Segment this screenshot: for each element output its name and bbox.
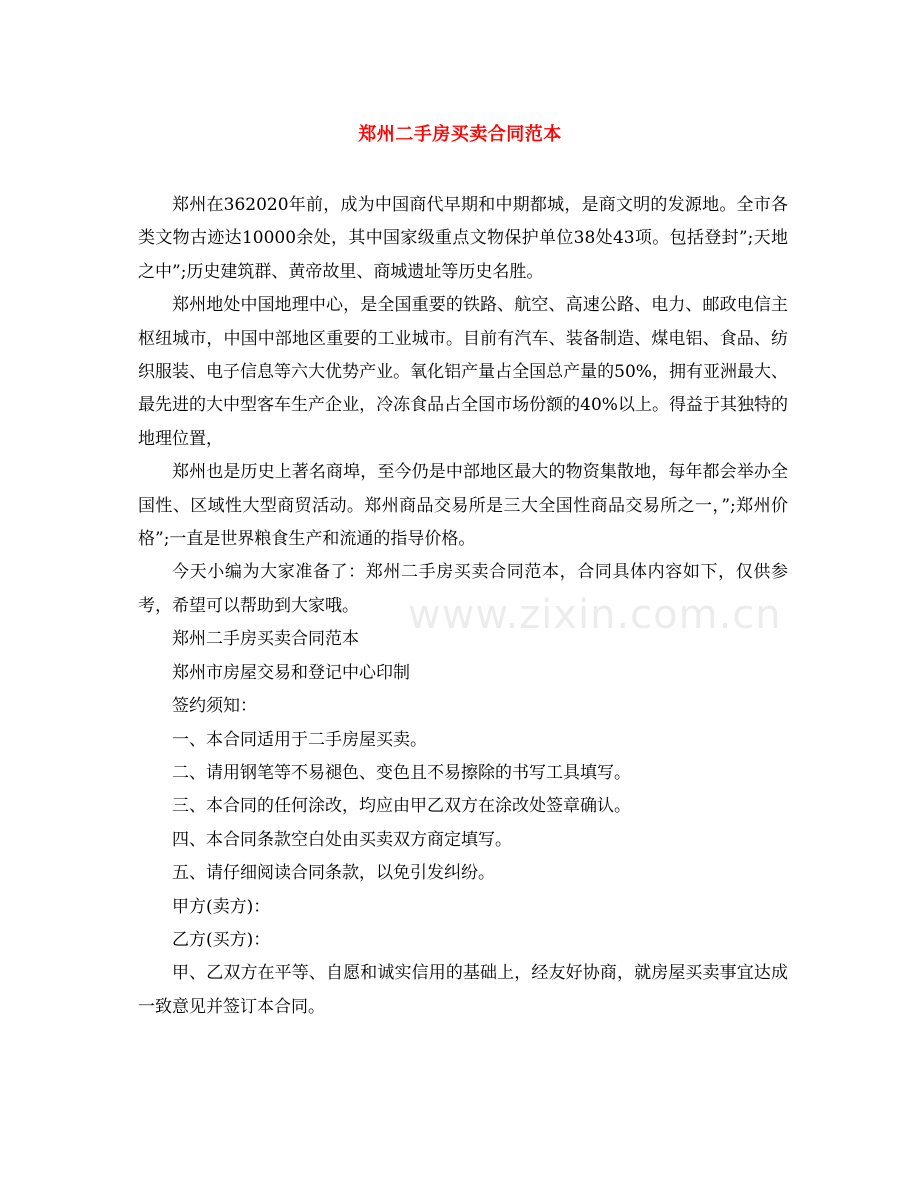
notice-item-1: 一、本合同适用于二手房屋买卖。 — [172, 729, 427, 750]
notice-heading: 签约须知： — [172, 696, 257, 717]
notice-item-2: 二、请用钢笔等不易褪色、变色且不易擦除的书写工具填写。 — [172, 762, 631, 783]
party-a-line: 甲方(卖方)： — [172, 896, 271, 917]
party-b-line: 乙方(买方)： — [172, 929, 271, 950]
paragraph-geography: 郑州地处中国地理中心，是全国重要的铁路、航空、高速公路、电力、邮政电信主枢纽城市，中国中部地区重要的工业城市。目前有汽车、装备制造、煤电铝、食品、纺织服装、电子信息等六大优势产业。氧化铝产量占全国总产量的50%，拥有亚洲最大、最先进的大中型客车生产企业，冷冻食品占全国市场份额的40%以上。得益于其独特的地理位置， — [138, 295, 788, 449]
notice-item-3: 三、本合同的任何涂改，均应由甲乙双方在涂改处签章确认。 — [172, 796, 631, 817]
paragraph-commerce: 郑州也是历史上著名商埠，至今仍是中部地区最大的物资集散地，每年都会举办全国性、区域性大型商贸活动。郑州商品交易所是三大全国性商品交易所之一，”;郑州价格”;一直是世界粮食生产和流通的指导价格。 — [138, 462, 788, 550]
watermark: www.zixin.com.cn — [408, 592, 782, 638]
contract-heading: 郑州二手房买卖合同范本 — [172, 629, 359, 650]
notice-item-5: 五、请仔细阅读合同条款，以免引发纠纷。 — [172, 863, 495, 884]
notice-item-4: 四、本合同条款空白处由买卖双方商定填写。 — [172, 829, 512, 850]
printer-line: 郑州市房屋交易和登记中心印制 — [172, 662, 410, 683]
agreement-paragraph: 甲、乙双方在平等、自愿和诚实信用的基础上，经友好协商，就房屋买卖事宜达成一致意见并签订本合同。 — [138, 963, 788, 1017]
paragraph-intro: 今天小编为大家准备了：郑州二手房买卖合同范本，合同具体内容如下，仅供参考，希望可以帮助到大家哦。 — [138, 562, 788, 616]
document-title: 郑州二手房买卖合同范本 — [358, 124, 562, 145]
paragraph-history: 郑州在362020年前，成为中国商代早期和中期都城，是商文明的发源地。全市各类文物古迹达10000余处，其中国家级重点文物保护单位38处43项。包括登封”;天地之中”;历史建筑群、黄帝故里、商城遗址等历史名胜。 — [138, 195, 788, 282]
